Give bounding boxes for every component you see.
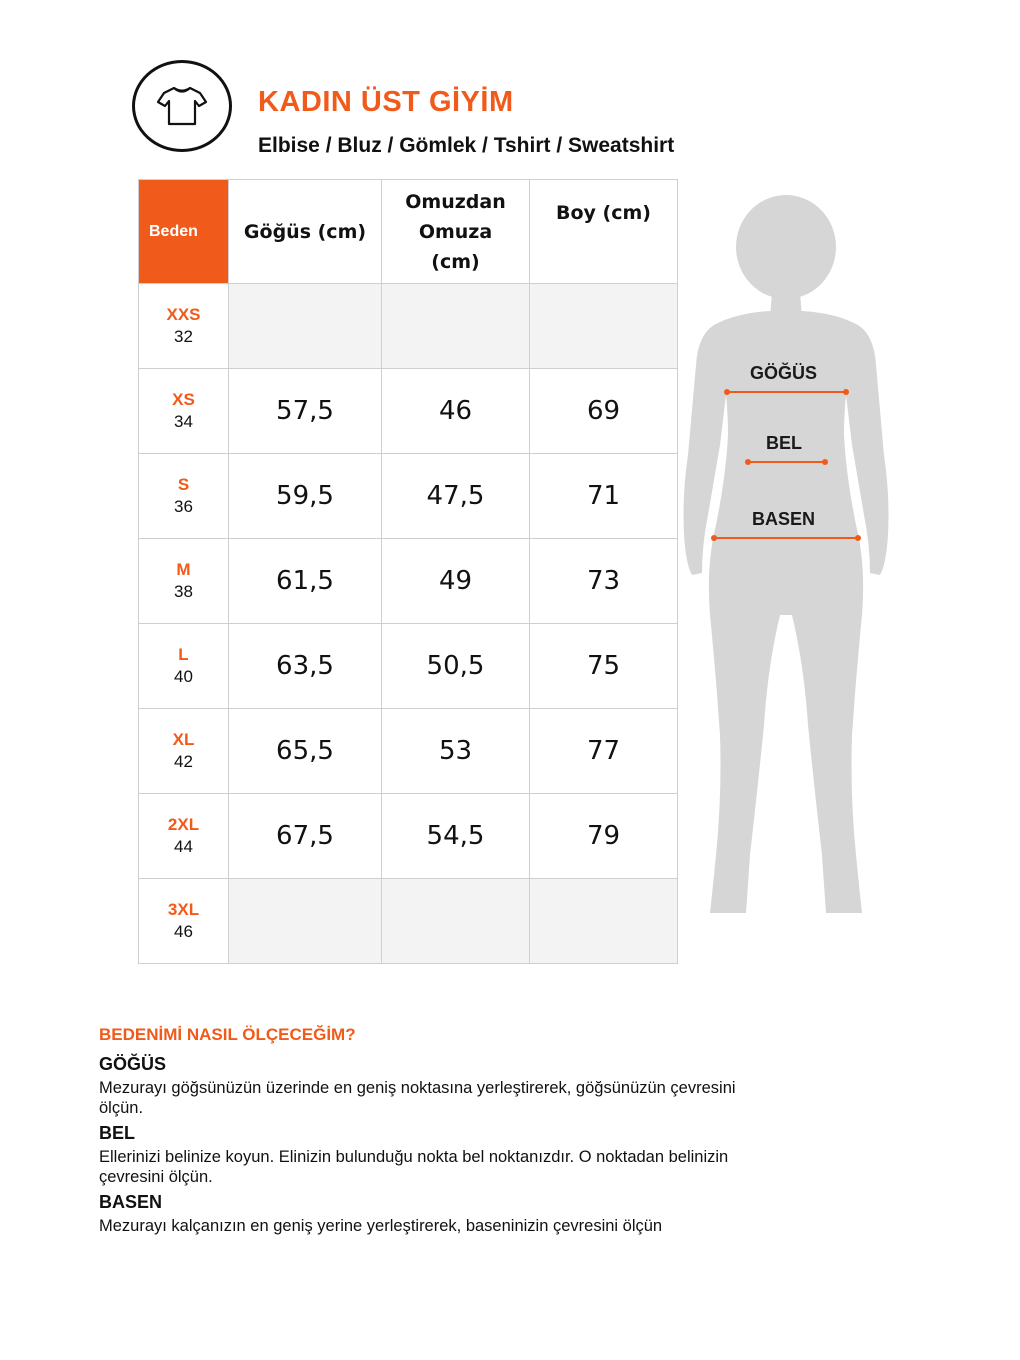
table-header-row [139, 180, 678, 284]
gogus-label: GÖĞÜS [750, 363, 818, 383]
size-label: XL [172, 730, 195, 749]
omuz-cell [382, 454, 530, 539]
column-header-boy: Boy (cm) [530, 180, 678, 284]
measure-guide-title: BEDENİMİ NASIL ÖLÇECEĞİM? [99, 1025, 356, 1044]
table-row [139, 794, 678, 879]
gogus-cell [229, 794, 382, 879]
tshirt-icon-badge [132, 60, 232, 152]
omuz-value: 49 [438, 566, 473, 596]
boy-cell [530, 794, 678, 879]
basen-label: BASEN [752, 509, 816, 529]
table-row [139, 709, 678, 794]
size-number: 34 [174, 412, 193, 431]
boy-cell [530, 369, 678, 454]
gogus-cell [229, 879, 382, 964]
size-cell [139, 369, 229, 454]
gogus-value: 57,5 [276, 396, 334, 426]
boy-cell [530, 284, 678, 369]
table-row [139, 539, 678, 624]
size-label: XS [172, 390, 195, 409]
gogus-value: 63,5 [276, 651, 334, 681]
gogus-cell [229, 624, 382, 709]
boy-value: 73 [586, 566, 621, 596]
size-number: 36 [174, 497, 193, 516]
omuz-value: 54,5 [426, 821, 485, 851]
boy-cell [530, 879, 678, 964]
size-number: 42 [174, 752, 193, 771]
gogus-value: 65,5 [276, 736, 334, 766]
size-label: L [178, 645, 189, 664]
boy-cell [530, 539, 678, 624]
boy-cell [530, 709, 678, 794]
table-row [139, 879, 678, 964]
omuz-value: 46 [438, 396, 473, 426]
size-cell [139, 879, 229, 964]
size-label: XXS [166, 305, 201, 324]
omuz-cell [382, 624, 530, 709]
guide-heading-bel: BEL [99, 1123, 135, 1143]
omuz-cell [382, 794, 530, 879]
bel-measure-line [748, 461, 825, 463]
boy-value: 79 [586, 821, 621, 851]
size-label: S [177, 475, 190, 494]
gogus-cell [229, 369, 382, 454]
size-number: 32 [174, 327, 193, 346]
size-cell [139, 454, 229, 539]
size-number: 44 [174, 837, 193, 856]
boy-value: 77 [586, 736, 621, 766]
table-row [139, 284, 678, 369]
gogus-measure-line [727, 391, 846, 393]
guide-heading-gogus: GÖĞÜS [99, 1054, 167, 1074]
size-cell [139, 624, 229, 709]
gogus-cell [229, 284, 382, 369]
gogus-value: 59,5 [276, 481, 334, 511]
guide-text-gogus: Mezurayı göğsünüzün üzerinde en geniş noktasına yerleştirerek, göğsünüzün çevresini ölçün. [99, 1079, 736, 1117]
woman-silhouette-icon [676, 195, 896, 925]
gogus-value: 61,5 [276, 566, 334, 596]
table-row [139, 454, 678, 539]
omuz-cell [382, 284, 530, 369]
size-number: 46 [174, 922, 193, 941]
page-subtitle: Elbise / Bluz / Gömlek / Tshirt / Sweatshirt [258, 134, 675, 157]
boy-value: 71 [586, 481, 621, 511]
size-cell [139, 709, 229, 794]
omuz-value: 50,5 [426, 651, 485, 681]
guide-text-basen: Mezurayı kalçanızın en geniş yerine yerleştirerek, baseninizin çevresini ölçün [99, 1217, 663, 1235]
body-figure [676, 195, 896, 925]
omuz-cell [382, 879, 530, 964]
bel-label: BEL [766, 433, 802, 453]
boy-cell [530, 624, 678, 709]
omuz-value: 47,5 [426, 481, 485, 511]
gogus-value: 67,5 [276, 821, 334, 851]
size-number: 38 [174, 582, 193, 601]
size-label: M [176, 560, 191, 579]
boy-cell [530, 454, 678, 539]
size-cell [139, 794, 229, 879]
size-cell [139, 539, 229, 624]
size-cell [139, 284, 229, 369]
tshirt-icon [156, 84, 208, 128]
guide-heading-basen: BASEN [99, 1192, 163, 1212]
column-header-omuz: Omuzdan Omuza (cm) [382, 180, 530, 284]
column-header-gogus: Göğüs (cm) [229, 180, 382, 284]
gogus-cell [229, 709, 382, 794]
size-number: 40 [174, 667, 193, 686]
omuz-cell [382, 539, 530, 624]
boy-value: 69 [586, 396, 621, 426]
table-row [139, 369, 678, 454]
omuz-value: 53 [438, 736, 473, 766]
omuz-cell [382, 709, 530, 794]
basen-measure-line [714, 537, 858, 539]
omuz-cell [382, 369, 530, 454]
size-label: 2XL [167, 815, 200, 834]
gogus-cell [229, 539, 382, 624]
size-table [138, 179, 678, 964]
table-row [139, 624, 678, 709]
size-label: 3XL [167, 900, 200, 919]
page-title: KADIN ÜST GİYİM [258, 86, 514, 118]
gogus-cell [229, 454, 382, 539]
guide-text-bel: Ellerinizi belinize koyun. Elinizin bulunduğu nokta bel noktanızdır. O noktadan belinizin çevresini ölçün. [99, 1148, 729, 1186]
boy-value: 75 [586, 651, 621, 681]
column-header-beden: Beden [139, 180, 229, 284]
